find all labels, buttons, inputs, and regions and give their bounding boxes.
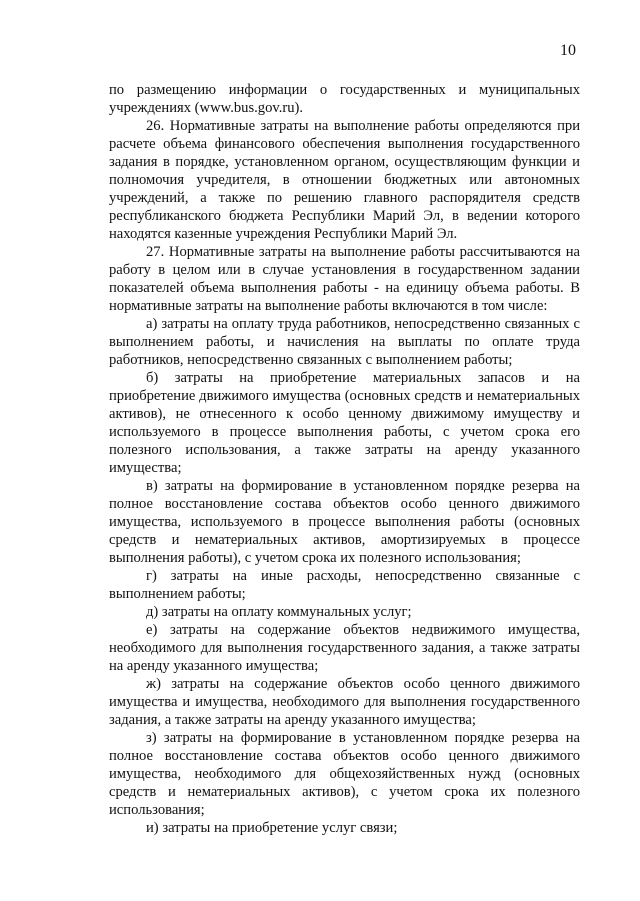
paragraph-26: 26. Нормативные затраты на выполнение работы определяются при расчете объема финансового обеспечения выполнения государственного задания в порядке, установленном органом, осуществляющим функции и полномочия учредителя, в отношении бюджетных или автономных учреждений, а также по решению главного распорядителя средств республиканского бюджета Республики Марий Эл, в ведении которого находятся казенные учреждения Республики Марий Эл. <box>109 118 580 242</box>
paragraph-27: 27. Нормативные затраты на выполнение работы рассчитываются на работу в целом или в случае установления в государственном задании показателей объема выполнения работы - на единицу объема работы. В нормативные затраты на выполнение работы включаются в том числе: <box>109 244 580 314</box>
list-item-i: и) затраты на приобретение услуг связи; <box>146 820 398 836</box>
document-body <box>109 81 580 837</box>
list-item-z: з) затраты на формирование в установленном порядке резерва на полное восстановление состава объектов особо ценного движимого имущества, необходимого для общехозяйственных нужд (основных средств и нематериальных активов), с учетом срока их полезного использования; <box>109 730 580 818</box>
paragraph-continuation: по размещению информации о государственных и муниципальных учреждениях (www.bus.gov.ru). <box>109 82 580 116</box>
list-item-d: д) затраты на оплату коммунальных услуг; <box>146 604 412 620</box>
list-item-zh: ж) затраты на содержание объектов особо ценного движимого имущества и имущества, необходимого для выполнения государственного задания, а также затраты на аренду указанного имущества; <box>109 676 580 728</box>
list-item-g: г) затраты на иные расходы, непосредственно связанные с выполнением работы; <box>109 568 580 602</box>
list-item-a: а) затраты на оплату труда работников, непосредственно связанных с выполнением работы, и начисления на выплаты по оплате труда работников, непосредственно связанных с выполнением работы; <box>109 316 580 368</box>
list-item-v: в) затраты на формирование в установленном порядке резерва на полное восстановление состава объектов особо ценного движимого имущества, используемого в процессе выполнения работы (основных средств и нематериальных активов, амортизируемых в процессе выполнения работы), с учетом срока их полезного использования; <box>109 478 580 566</box>
list-item-e: е) затраты на содержание объектов недвижимого имущества, необходимого для выполнения государственного задания, а также затраты на аренду указанного имущества; <box>109 622 580 674</box>
list-item-b: б) затраты на приобретение материальных запасов и на приобретение движимого имущества (основных средств и нематериальных активов), не отнесенного к особо ценному движимому имуществу и используемого в процессе выполнения работы, с учетом срока его полезного использования, а также затраты на аренду указанного имущества; <box>109 370 580 476</box>
page-number: 10 <box>560 42 576 59</box>
